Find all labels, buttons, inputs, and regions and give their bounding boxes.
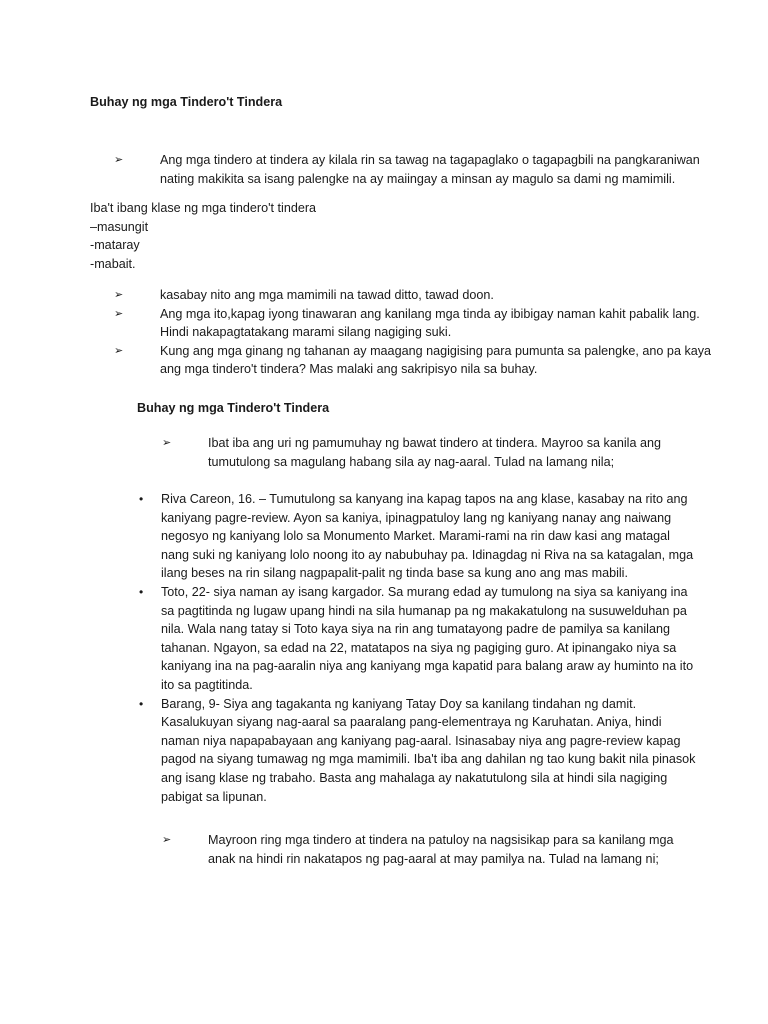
closing-list [162,831,682,868]
list-item [162,434,682,471]
list-item-text: Ang mga tindero at tindera ay kilala rin sa tawag na tagapaglako o tagapagbili na pangkaraniwan nating makikita sa isang palengke na ay maiingay a minsan ay magulo sa dami ng mamimili. [160,153,700,186]
section-intro-list [162,434,682,471]
page-title: Buhay ng mga Tindero't Tindera [90,95,283,109]
list-item [137,695,697,807]
list-item [114,305,714,342]
list-item [137,583,697,695]
intro-list [114,151,714,188]
list-item [114,342,714,379]
dot-bullet-icon: • [139,696,144,711]
arrow-bullet-icon: ➢ [114,344,124,357]
profile-text: Toto, 22- siya naman ay isang kargador. Sa murang edad ay tumulong na siya sa kaniyang ina sa pagtitinda ng lugaw upang hindi na sila humanap pa ng makakatulong na susuwelduhan pa nila. Wala nang tatay si Toto kaya siya na rin ang tumatayong padre de pamilya sa kanilang tahanan. Ngayon, sa edad na 22, matatapos na siya ng pagiging guro. At ipinangako niya sa kaniyang ina na pag-aaralin niya ang kaniyang mga kapatid para balang araw ay huminto na ito ito sa pagtitinda. [161,584,694,692]
list-item-text: Ibat iba ang uri ng pamumuhay ng bawat tindero at tindera. Mayroo sa kanila ang tumutulong sa magulang habang sila ay nag-aaral. Tulad na lamang nila; [208,436,661,469]
profile-text: Riva Careon, 16. – Tumutulong sa kanyang ina kapag tapos na ang klase, kasabay na rito ang kaniyang pagre-review. Ayon sa kaniya, ipinagpatuloy lang ng kaniyang nanay ang naiwang negosyo ng kaniyang lolo sa Monumento Market. Marami-rami na rin daw kasi ang matagal nang suki ng kaniyang lolo noong ito ay nabubuhay pa. Idinagdag ni Riva na sa katagalan, mga ilang beses na rin silang nagpapalit-palit ng tinda base sa kung ano ang mas mabili. [161,492,694,581]
list-item-text: Mayroon ring mga tindero at tindera na patuloy na nagsisikap para sa kanilang mga anak na hindi rin nakatapos ng pag-aaral at may pamilya na. Tulad na lamang ni; [208,833,674,866]
arrow-bullet-icon: ➢ [162,834,172,846]
profiles-list [137,490,697,806]
more-points-list [114,286,714,379]
type-item: -mataray [90,238,140,253]
type-item: -mabait. [90,256,136,271]
list-item [137,490,697,583]
types-heading: Iba't ibang klase ng mga tindero't tindera [90,201,317,215]
arrow-bullet-icon: ➢ [114,154,124,166]
section-title: Buhay ng mga Tindero't Tindera [137,401,330,415]
list-item-text: kasabay nito ang mga mamimili na tawad ditto, tawad doon. [160,288,494,302]
arrow-bullet-icon: ➢ [114,289,124,301]
list-item-text: Kung ang mga ginang ng tahanan ay maagang nagigising para pumunta sa palengke, ano pa kaya ang mga tindero't tindera? Mas malaki ang sakripisyo nila sa buhay. [160,343,712,377]
list-item [114,151,714,188]
dot-bullet-icon: • [139,492,144,506]
type-item: –masungit [90,219,149,234]
list-item-text: Ang mga ito,kapag iyong tinawaran ang kanilang mga tinda ay ibibigay naman kahit pabalik lang. Hindi nakapagtatakang marami silang nagiging suki. [160,306,700,340]
profile-text: Barang, 9- Siya ang tagakanta ng kaniyang Tatay Doy sa kanilang tindahan ng damit. Kasalukuyan siyang nag-aaral sa paaralang pang-elementraya ng Karuhatan. Aniya, hindi naman niya napapabayaan ang kaniyang pag-aaral. Isinasabay niya ang pagre-review kapag pagod na siyang tumawag ng mga mamimili. Iba't iba ang dahilan ng tao kung bakit nila pinasok ang isang klase ng trabaho. Basta ang mahalaga ay nakatutulong sila at hindi sila nagiging pabigat sa lipunan. [161,696,696,804]
list-item [162,831,682,868]
list-item [114,286,714,305]
arrow-bullet-icon: ➢ [114,307,124,320]
arrow-bullet-icon: ➢ [162,437,172,449]
dot-bullet-icon: • [139,584,144,599]
types-block [90,199,316,273]
